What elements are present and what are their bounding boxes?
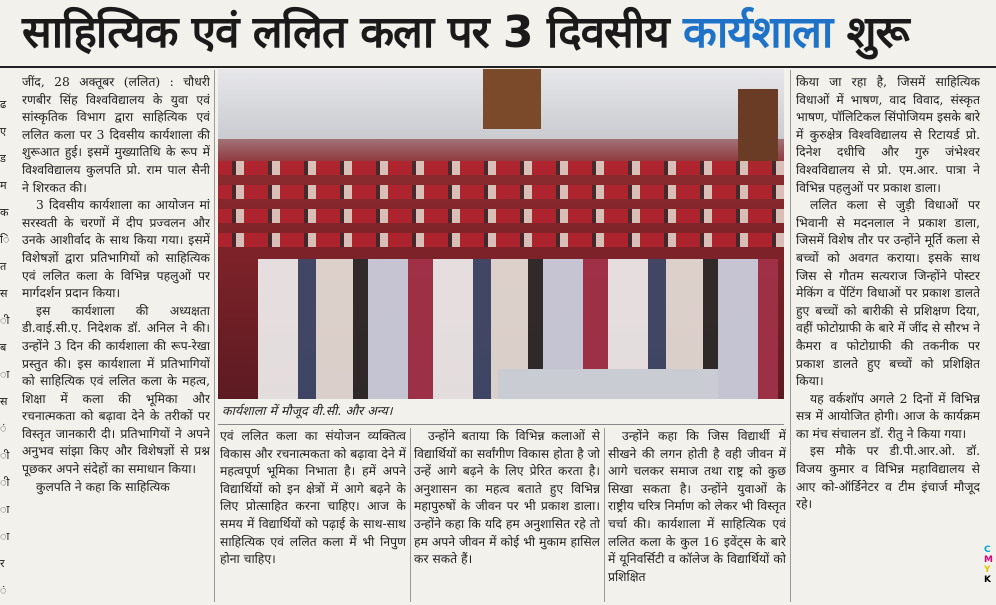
print-mark-letter: C [984, 545, 991, 555]
article-paragraph: 3 दिवसीय कार्यशाला का आयोजन मां सरस्वती के चरणों में दीप प्रज्वलन और उनके आशीर्वाद के साथ किया गया। इसमें विशेषज्ञों द्वारा प्रतिभागियों को साहित्यिक एवं ललित कला के विभिन्न पहलुओं पर मार्गदर्शन प्रदान किया। [22, 198, 210, 301]
edge-fragment: ि [0, 233, 10, 246]
print-mark-letter: M [984, 555, 993, 565]
article-paragraph: इस कार्यशाला की अध्यक्षता डी.वाई.सी.ए. निदेशक डॉ. अनिल ने की। उन्होंने 3 दिन की कार्यशाला की रूप-रेखा प्रस्तुत की। इस कार्यशाला में प्रतिभागियों को साहित्यिक एवं ललित कला के महत्व, शिक्षा में कला की भूमिका और रचनात्मकता को बढ़ावा देने के तरीकों पर विस्तृत जानकारी दी। प्रतिभागियों ने अपने अनुभव सांझा किए और विशेषज्ञों से प्रश्न पूछकर अपने संदेहों का समाधान किया। [22, 303, 210, 477]
edge-fragment: ब [0, 341, 7, 354]
edge-fragment: ी [0, 314, 10, 327]
edge-fragment: ी [0, 449, 10, 462]
column-divider [790, 70, 791, 602]
article-paragraph: उन्होंने कहा कि जिस विद्यार्थी में सीखने की लगन होती है वही जीवन में आगे चलकर समाज तथा राष्ट्र को कुछ सिखा सकता है। उन्होंने युवाओं के राष्ट्रीय चरित्र निर्माण को लेकर भी विस्तृत चर्चा की। कार्यशाला में साहित्यिक एवं ललित कला के कुल 16 इवेंट्स के बारे में यूनिवर्सिटी व कॉलेज के विद्यार्थियों को प्रशिक्षित [608, 429, 786, 584]
article-paragraph: जींद, 28 अक्तूबर (ललित) : चौधरी रणबीर सिंह विश्वविद्यालय के युवा एवं सांस्कृतिक विभाग द्वारा साहित्यिक एवं ललित कला पर 3 दिवसीय कार्यशाला की शुरूआत हुई। इसमें मुख्यातिथि के रूप में विश्वविद्यालय कुलपति प्रो. राम पाल सैनी ने शिरकत की। [22, 75, 210, 195]
headline-accent: कार्यशाला [683, 7, 833, 58]
article-paragraph: उन्होंने बताया कि विभिन्न कलाओं से विद्यार्थियों का सर्वांगीण विकास होता है जो उन्हें आगे बढ़ने के लिए प्रेरित करता है। अनुशासन का महत्व बताते हुए विभिन्न महापुरुषों के जीवन पर भी प्रकाश डाला। उन्होंने कहा कि यदि हम अनुशासित रहे तो हम अपने जीवन में कोई भी मुकाम हासिल कर सकते हैं। [414, 429, 600, 567]
edge-fragment: ी [0, 476, 10, 489]
edge-fragment: ढ [0, 98, 7, 111]
photo-door [738, 89, 778, 169]
article-column-3 [414, 428, 600, 602]
headline-tail: शुरू [832, 7, 909, 58]
article-paragraph: एवं ललित कला का संयोजन व्यक्तित्व विकास और रचनात्मकता को बढ़ावा देने में महत्वपूर्ण भूमिका निभाता है। हमें अपने विद्यार्थियों को इन क्षेत्रों में आगे बढ़ने के लिए प्रोत्साहित करना चाहिए। आज के समय में विद्यार्थियों को पढ़ाई के साथ-साथ साहित्यिक एवं ललित कला में भी निपुण होना चाहिए। [220, 429, 406, 567]
print-mark-letter: Y [984, 565, 991, 575]
headline-main: साहित्यिक एवं ललित कला पर 3 दिवसीय [22, 7, 684, 58]
article-column-4 [608, 428, 786, 602]
edge-fragment: ा [0, 530, 10, 543]
print-registration-mark [984, 545, 994, 600]
article-column-5 [796, 74, 980, 602]
article-paragraph: ललित कला से जुड़ी विधाओं पर भिवानी से मदनलाल ने प्रकाश डाला, जिसमें विशेष तौर पर उन्होंने मूर्ति कला से बच्चों को अवगत कराया। इसके साथ जिस से गौतम सत्यराज जिन्होंने पोस्टर मेकिंग व पेंटिंग विधाओं पर प्रकाश डालते हुए बच्चों को बारीकी से प्रशिक्षण दिया, वहीं फोटोग्राफी के बारे में जींद से सौरभ ने कैमरा व फोटोग्राफी की तकनीक पर प्रकाश डालते हुए बच्चों को प्रशिक्षित किया। [796, 198, 980, 389]
edge-fragment: ं [0, 422, 7, 435]
edge-fragment: र [0, 557, 5, 570]
headline-rule [0, 66, 996, 68]
edge-fragment: स [0, 395, 8, 408]
photo-audience-row [218, 233, 784, 247]
photo-audience-row [218, 185, 784, 199]
headline [22, 2, 982, 64]
print-mark-letter: K [984, 575, 991, 585]
edge-fragment: ए [0, 125, 7, 138]
article-paragraph: कुलपति ने कहा कि साहित्यिक [36, 479, 170, 494]
article-paragraph: किया जा रहा है, जिसमें साहित्यिक विधाओं में भाषण, वाद विवाद, संस्कृत भाषण, पॉलिटिकल सिंपोजियम इसके बारे में कुरुक्षेत्र विश्वविद्यालय से रिटायर्ड प्रो. दिनेश दधीचि और गुरु जंभेश्वर विश्वविद्यालय से प्रो. एम.आर. पात्रा ने विभिन्न पहलुओं पर प्रकाश डाला। [796, 75, 980, 195]
article-column-1 [22, 74, 210, 602]
column-divider [410, 428, 411, 602]
edge-fragment: ड [0, 152, 6, 165]
photo-table [498, 369, 718, 399]
edge-fragment: स [0, 287, 8, 300]
photo-door [483, 69, 541, 129]
column-divider [604, 428, 605, 602]
news-photo [218, 69, 784, 399]
edge-fragment: ं [0, 584, 7, 597]
article-paragraph: यह वर्कशॉप अगले 2 दिनों में विभिन्न सत्र में आयोजित होगी। आज के कार्यक्रम का मंच संचालन डॉ. रीतु ने किया गया। [796, 391, 980, 441]
edge-fragment: ा [0, 503, 10, 516]
photo-audience-row [218, 209, 784, 223]
edge-fragment: ा [0, 368, 10, 381]
edge-fragment: म [0, 179, 7, 192]
article-paragraph: इस मौके पर डी.पी.आर.ओ. डॉ. विजय कुमार व विभिन्न महाविद्यालय से आए को-ऑर्डिनेटर व टीम इंचार्ज मौजूद रहे। [796, 444, 980, 512]
edge-fragment: क [0, 206, 9, 219]
adjacent-article-edge [0, 70, 10, 605]
caption-rule [218, 424, 784, 425]
photo-audience-row [218, 161, 784, 175]
photo-caption: कार्यशाला में मौजूद वी.सी. और अन्य। [222, 403, 393, 418]
column-divider [214, 70, 215, 602]
article-column-2 [220, 428, 406, 602]
edge-fragment: त [0, 260, 7, 273]
